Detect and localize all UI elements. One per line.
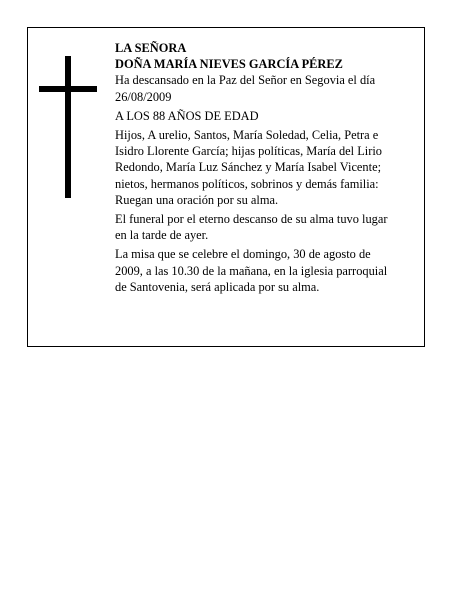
cross-horizontal-bar	[39, 86, 97, 92]
death-date: 26/08/2009	[115, 89, 172, 104]
mass-line: 2009, a las 10.30 de la mañana, en la iglesia parroquial	[115, 263, 388, 278]
obituary-notice	[27, 27, 425, 347]
death-statement: Ha descansado en la Paz del Señor en Segovia el día	[115, 73, 376, 88]
family-line: Isidro Llorente García; hijas políticas, María del Lirio	[115, 144, 382, 159]
latin-cross-icon	[39, 56, 97, 198]
funeral-line: El funeral por el eterno descanso de su alma tuvo lugar	[115, 212, 388, 227]
notice-text	[115, 40, 419, 298]
family-line: Redondo, María Luz Sánchez y María Isabel Vicente;	[115, 160, 382, 175]
mass-line: de Santovenia, será aplicada por su alma.	[115, 279, 320, 294]
cross-vertical-bar	[65, 56, 71, 198]
family-line: Ruegan una oración por su alma.	[115, 192, 279, 207]
family-paragraph	[115, 127, 419, 208]
deceased-name: DOÑA MARÍA NIEVES GARCÍA PÉREZ	[115, 57, 343, 72]
family-line: nietos, hermanos políticos, sobrinos y demás familia:	[115, 176, 379, 191]
age-at-death: A LOS 88 AÑOS DE EDAD	[115, 108, 259, 123]
notice-title: LA SEÑORA	[115, 41, 187, 55]
mass-line: La misa que se celebre el domingo, 30 de agosto de	[115, 247, 371, 262]
funeral-line: en la tarde de ayer.	[115, 228, 209, 243]
funeral-paragraph	[115, 211, 419, 243]
family-line: Hijos, A urelio, Santos, María Soledad, Celia, Petra e	[115, 128, 379, 143]
mass-paragraph	[115, 246, 419, 295]
